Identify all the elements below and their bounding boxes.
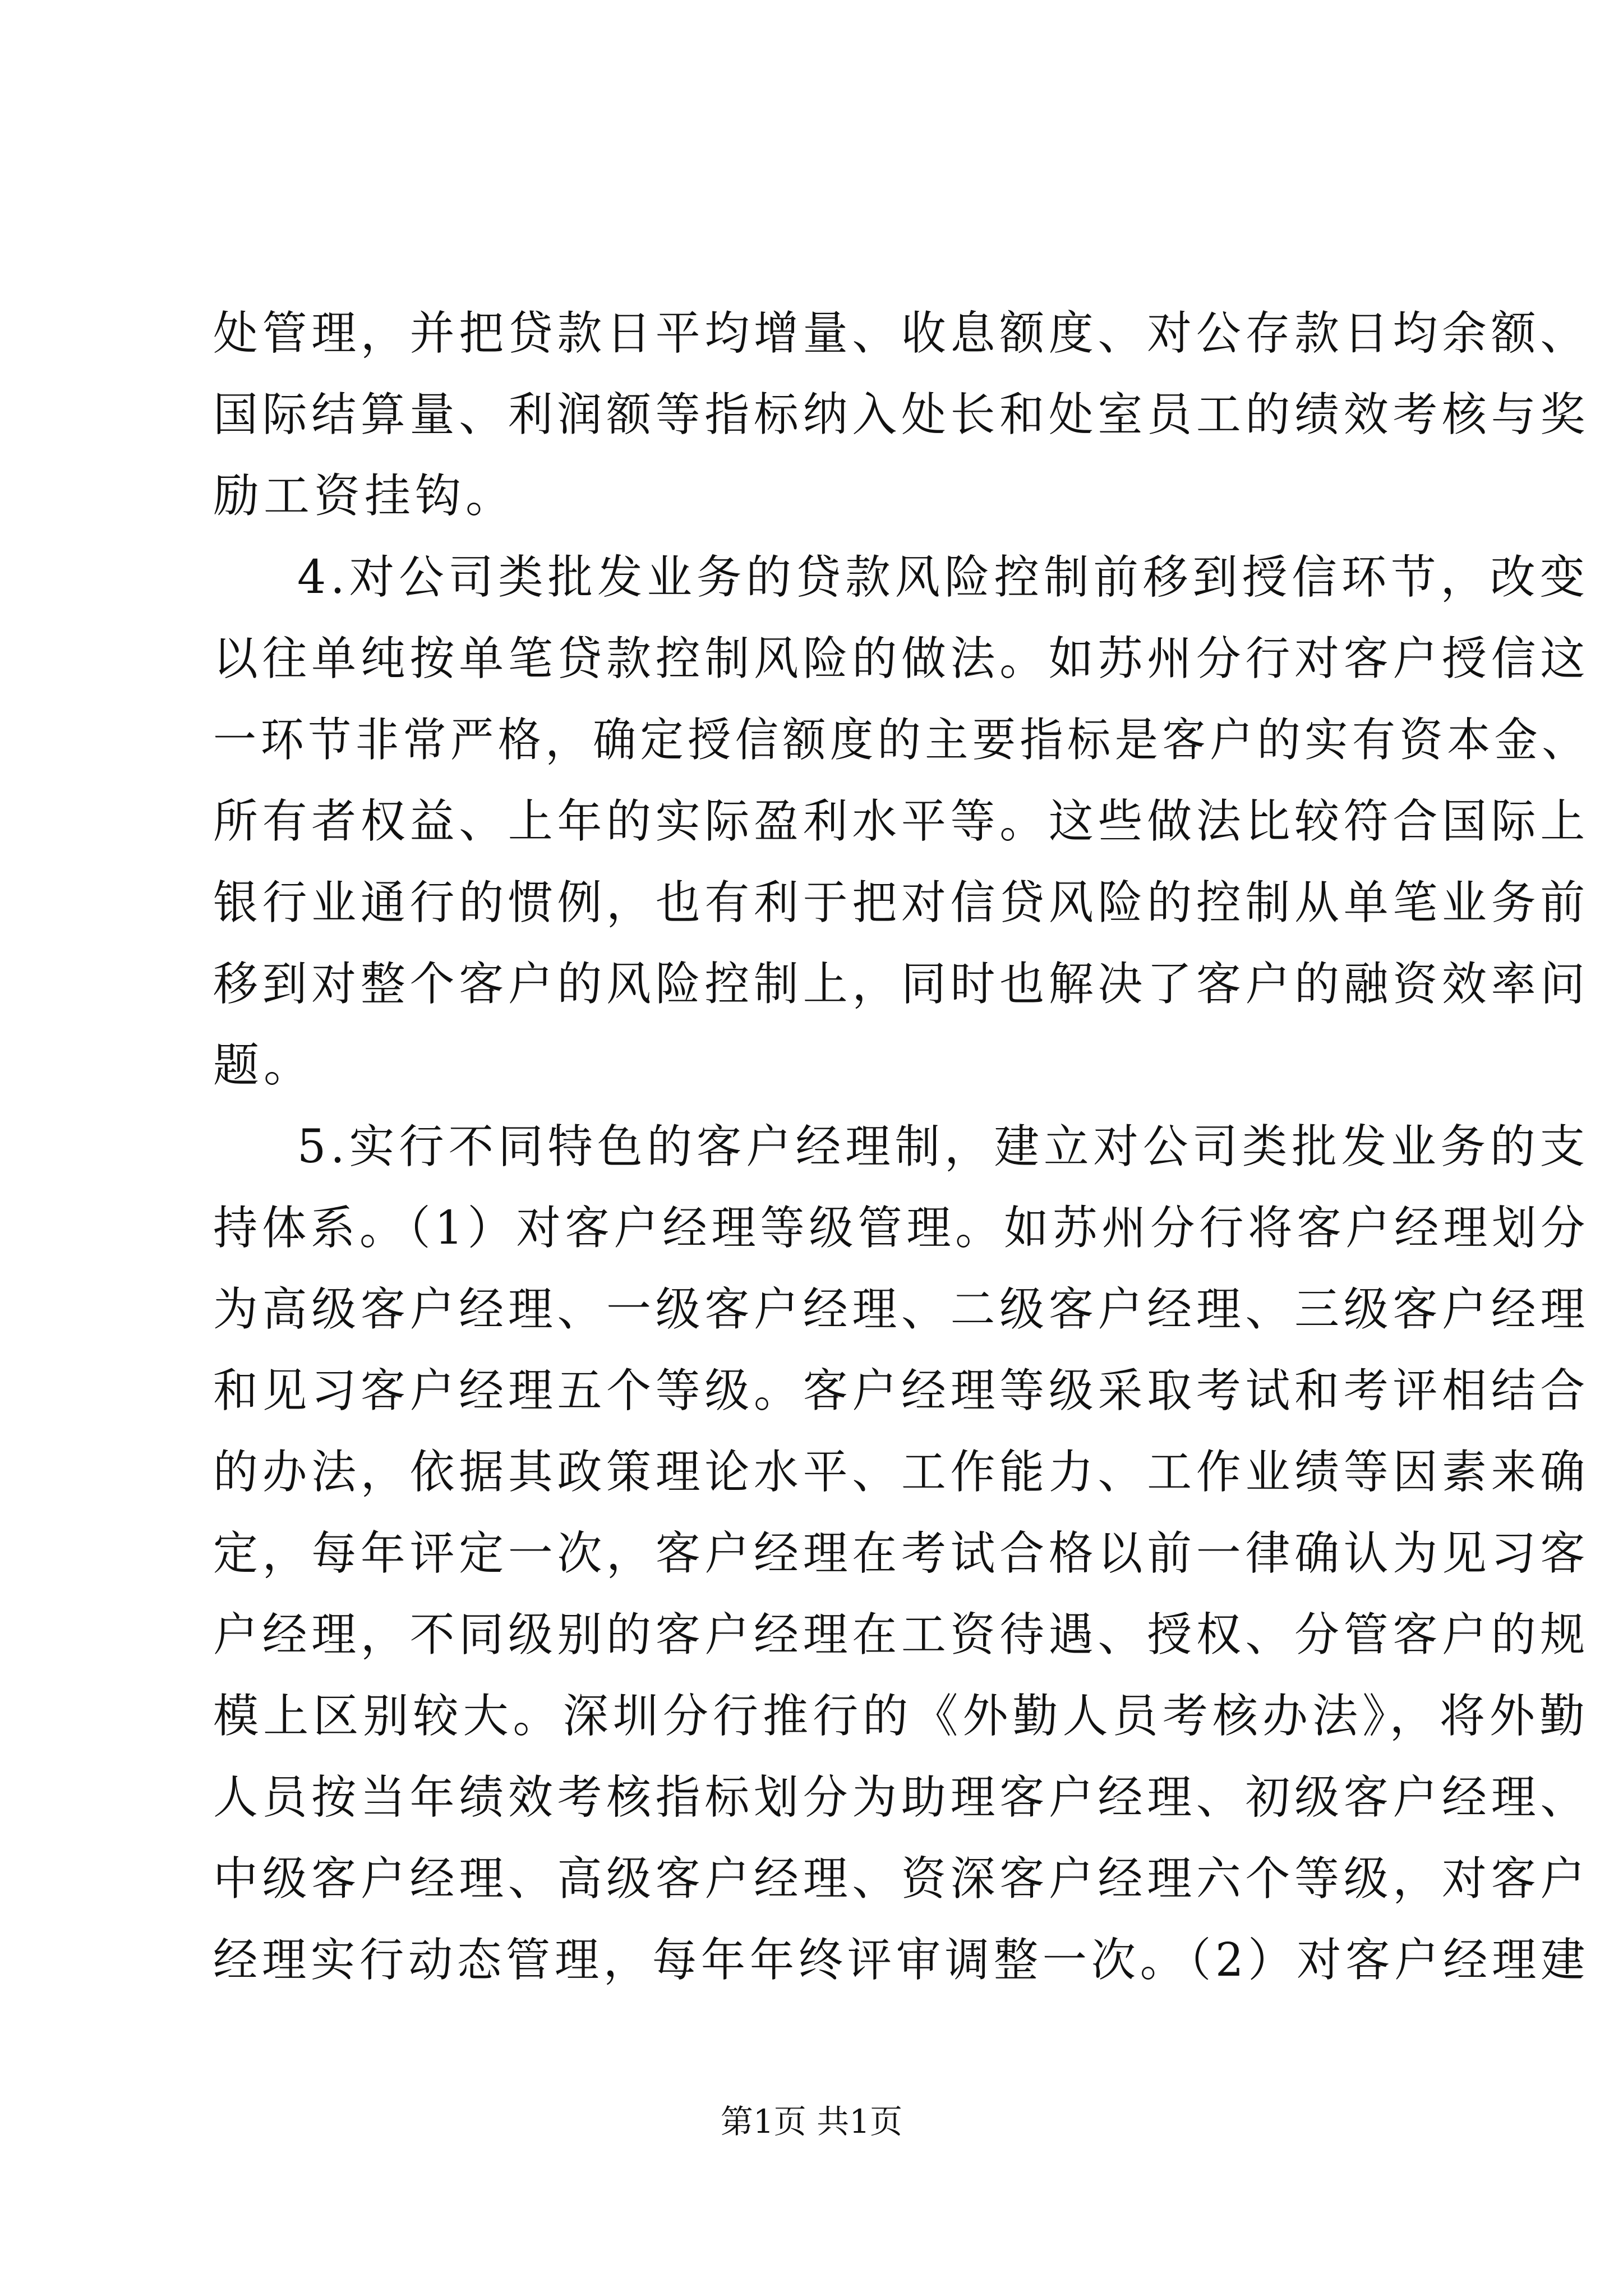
text-line-17: 户经理，不同级别的客户经理在工资待遇、授权、分管客户的规 [213,1608,1589,1662]
text-line-9: 移到对整个客户的风险控制上，同时也解决了客户的融资效率问 [213,958,1589,1011]
text-line-5: 以往单纯按单笔贷款控制风险的做法。如苏州分行对客户授信这 [213,632,1589,685]
text-line-14: 和见习客户经理五个等级。客户经理等级采取考试和考评相结合 [213,1364,1589,1418]
text-line-20: 中级客户经理、高级客户经理、资深客户经理六个等级，对客户 [213,1852,1589,1906]
text-line-13: 为高级客户经理、一级客户经理、二级客户经理、三级客户经理 [213,1283,1589,1336]
text-line-21: 经理实行动态管理，每年年终评审调整一次。（2）对客户经理建 [213,1934,1590,1987]
text-line-19: 人员按当年绩效考核指标划分为助理客户经理、初级客户经理、 [213,1771,1589,1824]
text-line-1: 处管理，并把贷款日平均增量、收息额度、对公存款日均余额、 [213,307,1589,360]
text-line-15: 的办法，依据其政策理论水平、工作能力、工作业绩等因素来确 [213,1446,1589,1499]
text-line-16: 定，每年评定一次，客户经理在考试合格以前一律确认为见习客 [213,1527,1589,1580]
text-line-12: 持体系。（1）对客户经理等级管理。如苏州分行将客户经理划分 [213,1202,1590,1255]
text-line-2: 国际结算量、利润额等指标纳入处长和处室员工的绩效考核与奖 [213,388,1589,441]
text-line-8: 银行业通行的惯例，也有利于把对信贷风险的控制从单笔业务前 [213,876,1589,930]
text-line-18: 模上区别较大。深圳分行推行的《外勤人员考核办法》，将外勤 [213,1690,1589,1743]
text-line-7: 所有者权益、上年的实际盈利水平等。这些做法比较符合国际上 [213,795,1589,848]
text-line-10: 题。 [213,1039,315,1092]
page-footer: 第1页 共1页 [720,2102,903,2141]
text-line-6: 一环节非常严格，确定授信额度的主要指标是客户的实有资本金、 [213,714,1589,767]
text-line-4: 4.对公司类批发业务的贷款风险控制前移到授信环节，改变 [297,551,1589,604]
text-line-3: 励工资挂钩。 [213,470,517,523]
text-line-11: 5.实行不同特色的客户经理制，建立对公司类批发业务的支 [297,1120,1589,1174]
